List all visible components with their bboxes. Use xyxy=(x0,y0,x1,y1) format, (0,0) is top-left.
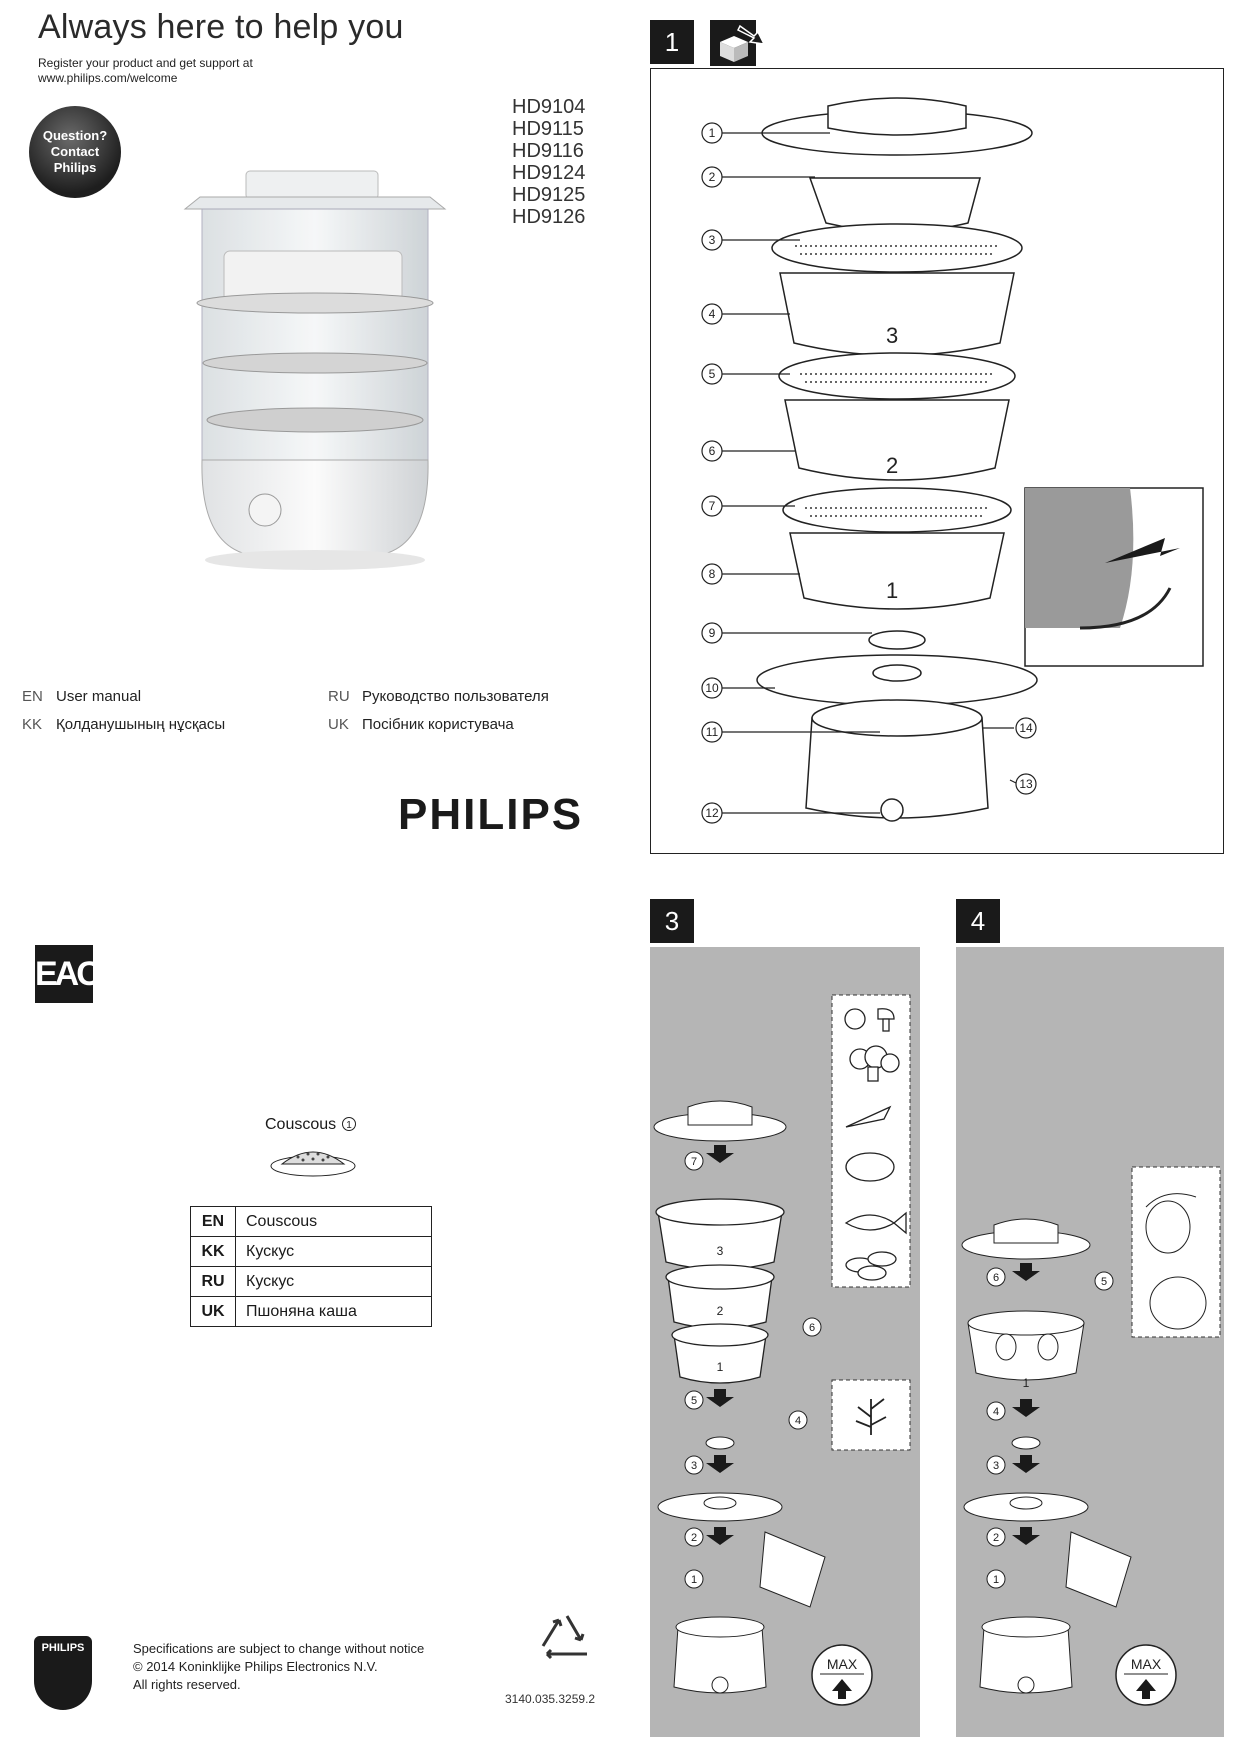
eac-certification-mark: EAC xyxy=(35,945,93,1003)
language-code: RU xyxy=(328,688,350,705)
model-number: HD9104 xyxy=(512,96,586,118)
part-number: 2 xyxy=(708,170,716,184)
step-callout: 4 xyxy=(992,1406,1000,1418)
language-label: User manual xyxy=(56,688,142,705)
step-callout: 6 xyxy=(992,1272,1000,1284)
contact-badge[interactable] xyxy=(29,106,121,198)
model-number: HD9116 xyxy=(512,140,584,162)
part-number: 9 xyxy=(708,626,716,640)
badge-line: Question? xyxy=(42,128,108,143)
part-number: 8 xyxy=(708,567,716,581)
copyright-line: © 2014 Koninklijke Philips Electronics N.V. xyxy=(133,1659,378,1674)
specifications-note xyxy=(133,1640,424,1694)
model-list xyxy=(512,96,585,228)
page-title: Always here to help you xyxy=(38,8,404,46)
step-callout: 6 xyxy=(808,1322,816,1334)
badge-line: Contact xyxy=(50,144,100,159)
language-label: Руководство пользователя xyxy=(362,688,549,705)
part-number: 11 xyxy=(705,725,719,739)
recycle-icon xyxy=(535,1610,599,1672)
step-callout: 3 xyxy=(690,1460,698,1472)
register-text xyxy=(38,56,338,86)
language-code: KK xyxy=(191,1237,236,1267)
rights-line: All rights reserved. xyxy=(133,1677,241,1692)
tier-label: 1 xyxy=(886,578,899,603)
register-url[interactable]: www.philips.com/welcome xyxy=(38,71,178,85)
part-number: 3 xyxy=(708,233,716,247)
step-number: 3 xyxy=(650,899,694,943)
language-code: KK xyxy=(22,716,43,733)
step-callout: 1 xyxy=(690,1574,698,1586)
step-callout: 2 xyxy=(992,1532,1000,1544)
philips-shield-logo xyxy=(34,1636,92,1710)
language-item-ru xyxy=(328,688,549,705)
step-callout: 1 xyxy=(992,1574,1000,1586)
part-number: 7 xyxy=(708,499,716,513)
philips-logo: PHILIPS xyxy=(398,790,584,839)
food-translation-table xyxy=(190,1206,432,1327)
language-item-en xyxy=(22,688,141,705)
max-label: MAX xyxy=(1130,1656,1162,1672)
food-translation: Кускус xyxy=(236,1237,432,1267)
food-translation: Пшоняна каша xyxy=(236,1297,432,1327)
language-item-uk xyxy=(328,716,514,733)
spec-line: Specifications are subject to change without notice xyxy=(133,1641,425,1656)
model-number: HD9126 xyxy=(512,206,586,228)
part-number: 12 xyxy=(705,806,719,820)
step3-illustration xyxy=(650,947,920,1737)
part-number: 5 xyxy=(708,367,716,381)
tier-label: 1 xyxy=(1022,1376,1030,1390)
step-callout: 2 xyxy=(690,1532,698,1544)
step-callout: 3 xyxy=(992,1460,1000,1472)
table-row xyxy=(191,1297,432,1327)
table-row xyxy=(191,1267,432,1297)
unpack-box-icon xyxy=(710,20,768,66)
part-number: 4 xyxy=(708,307,716,321)
step-callout: 5 xyxy=(1100,1276,1108,1288)
model-number: HD9125 xyxy=(512,184,586,206)
food-translation: Couscous xyxy=(236,1207,432,1237)
tier-label: 2 xyxy=(716,1304,724,1318)
model-number: HD9115 xyxy=(512,118,584,140)
product-steamer-illustration xyxy=(180,165,460,595)
badge-line: Philips xyxy=(53,160,97,175)
tier-label: 2 xyxy=(886,453,899,478)
language-code: EN xyxy=(191,1207,236,1237)
document-number: 3140.035.3259.2 xyxy=(505,1692,596,1706)
part-number: 10 xyxy=(705,681,719,695)
tier-label: 3 xyxy=(886,323,899,348)
reference-circle xyxy=(341,1116,357,1132)
register-line: Register your product and get support at xyxy=(38,56,253,70)
couscous-plate-icon xyxy=(268,1142,358,1182)
shield-logo-text: PHILIPS xyxy=(41,1642,85,1654)
part-number: 13 xyxy=(1019,777,1033,791)
exploded-parts-diagram xyxy=(650,68,1224,854)
food-translation: Кускус xyxy=(236,1267,432,1297)
model-number: HD9124 xyxy=(512,162,586,184)
language-item-kk xyxy=(22,716,225,733)
step-number: 4 xyxy=(956,899,1000,943)
part-number: 14 xyxy=(1019,721,1033,735)
step4-illustration xyxy=(956,947,1224,1737)
step-callout: 5 xyxy=(690,1395,698,1407)
language-code: RU xyxy=(191,1267,236,1297)
step-number: 1 xyxy=(650,20,694,64)
language-label: Посібник користувача xyxy=(362,716,514,733)
table-row xyxy=(191,1237,432,1267)
language-code: EN xyxy=(22,688,43,705)
language-code: UK xyxy=(191,1297,236,1327)
table-row xyxy=(191,1207,432,1237)
food-name: Couscous xyxy=(265,1116,337,1133)
max-label: MAX xyxy=(826,1656,858,1672)
tier-label: 3 xyxy=(716,1244,724,1258)
reference-number: 1 xyxy=(345,1120,352,1131)
tier-label: 1 xyxy=(716,1360,724,1374)
food-label xyxy=(265,1116,357,1134)
language-label: Қолданушының нұсқасы xyxy=(56,716,226,733)
part-number: 1 xyxy=(708,126,716,140)
language-code: UK xyxy=(328,716,349,733)
step-callout: 7 xyxy=(690,1156,698,1168)
step-callout: 4 xyxy=(794,1415,802,1427)
part-number: 6 xyxy=(708,444,716,458)
